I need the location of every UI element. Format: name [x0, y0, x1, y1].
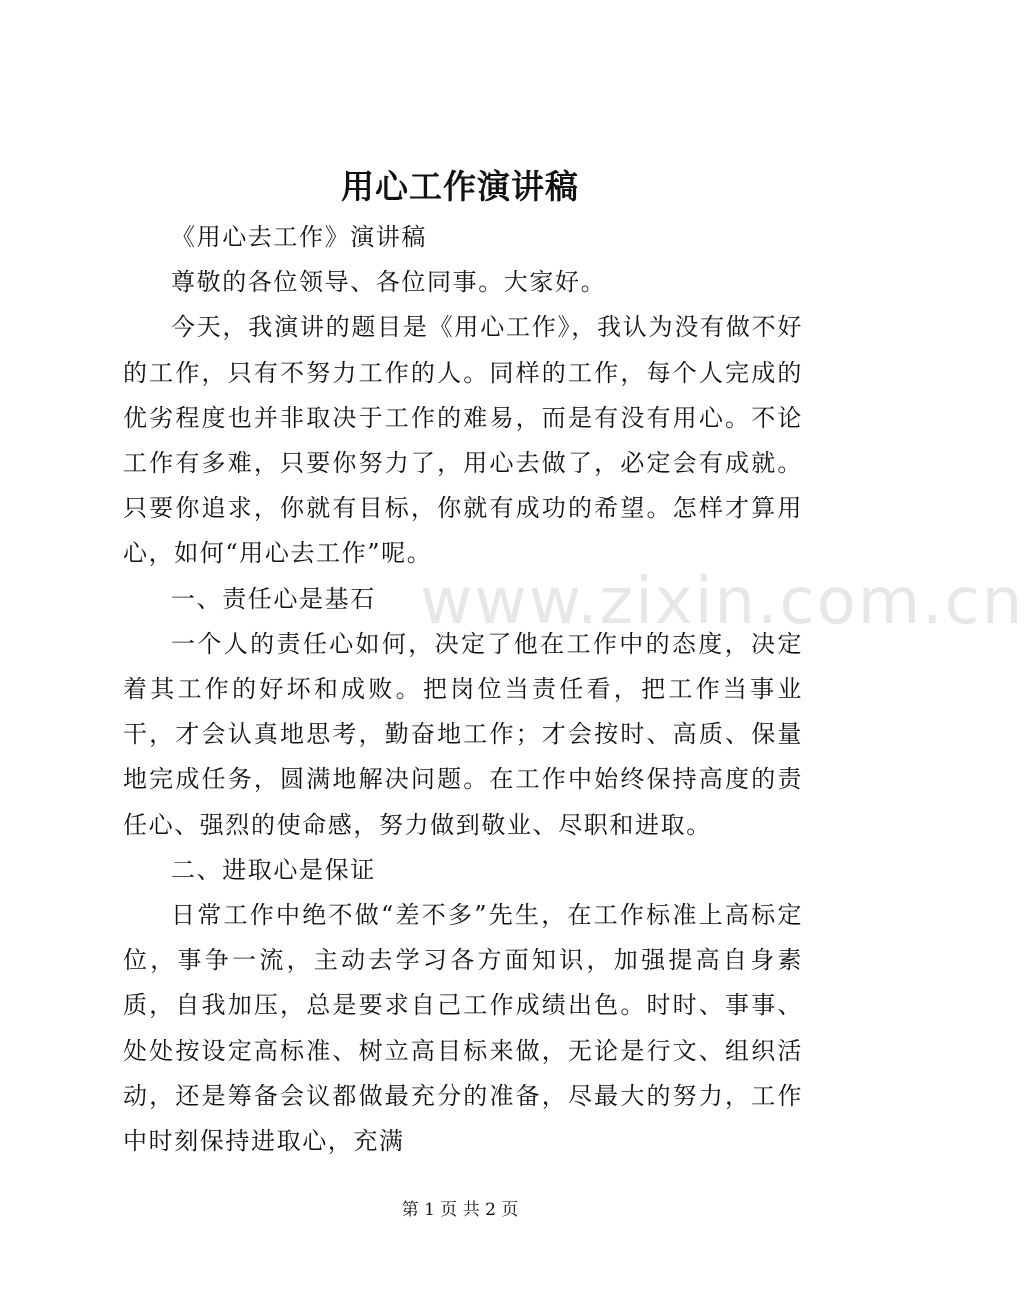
- paragraph-section-2: 日常工作中绝不做“差不多”先生，在工作标准上高标定位，事争一流，主动去学习各方面知识，加强提高自身素质，自我加压，总是要求自己工作成绩出色。时时、事事、处处按设定高标准、树立高目标来做，无论是行文、组织活动，还是筹备会议都做最充分的准备，尽最大的努力，工作中时刻保持进取心，充满: [123, 901, 803, 1156]
- paragraph-section-1: 一个人的责任心如何，决定了他在工作中的态度，决定着其工作的好坏和成败。把岗位当责任看，把工作当事业干，才会认真地思考，勤奋地工作；才会按时、高质、保量地完成任务，圆满地解决问题。在工作中始终保持高度的责任心、强烈的使命感，努力做到敬业、尽职和进取。: [123, 629, 803, 839]
- paragraph-greeting: 尊敬的各位领导、各位同事。大家好。: [171, 268, 607, 297]
- page-footer: 第 1 页 共 2 页: [401, 1200, 519, 1220]
- section-heading-1: 一、责任心是基石: [171, 584, 376, 613]
- section-heading-2: 二、进取心是保证: [171, 855, 376, 884]
- paragraph-intro: 今天，我演讲的题目是《用心工作》，我认为没有做不好的工作，只有不努力工作的人。同样的工作，每个人完成的优劣程度也并非取决于工作的难易，而是有没有用心。不论工作有多难，只要你努力了，用心去做了，必定会有成就。只要你追求，你就有目标，你就有成功的希望。怎样才算用心，如何“用心去工作”呢。: [123, 313, 803, 568]
- document-body: [123, 215, 803, 1164]
- document-title: 用心工作演讲稿: [341, 167, 579, 206]
- paragraph-subtitle: 《用心去工作》演讲稿: [171, 223, 427, 251]
- watermark-logo: www.zixin.com.cn: [420, 565, 1024, 639]
